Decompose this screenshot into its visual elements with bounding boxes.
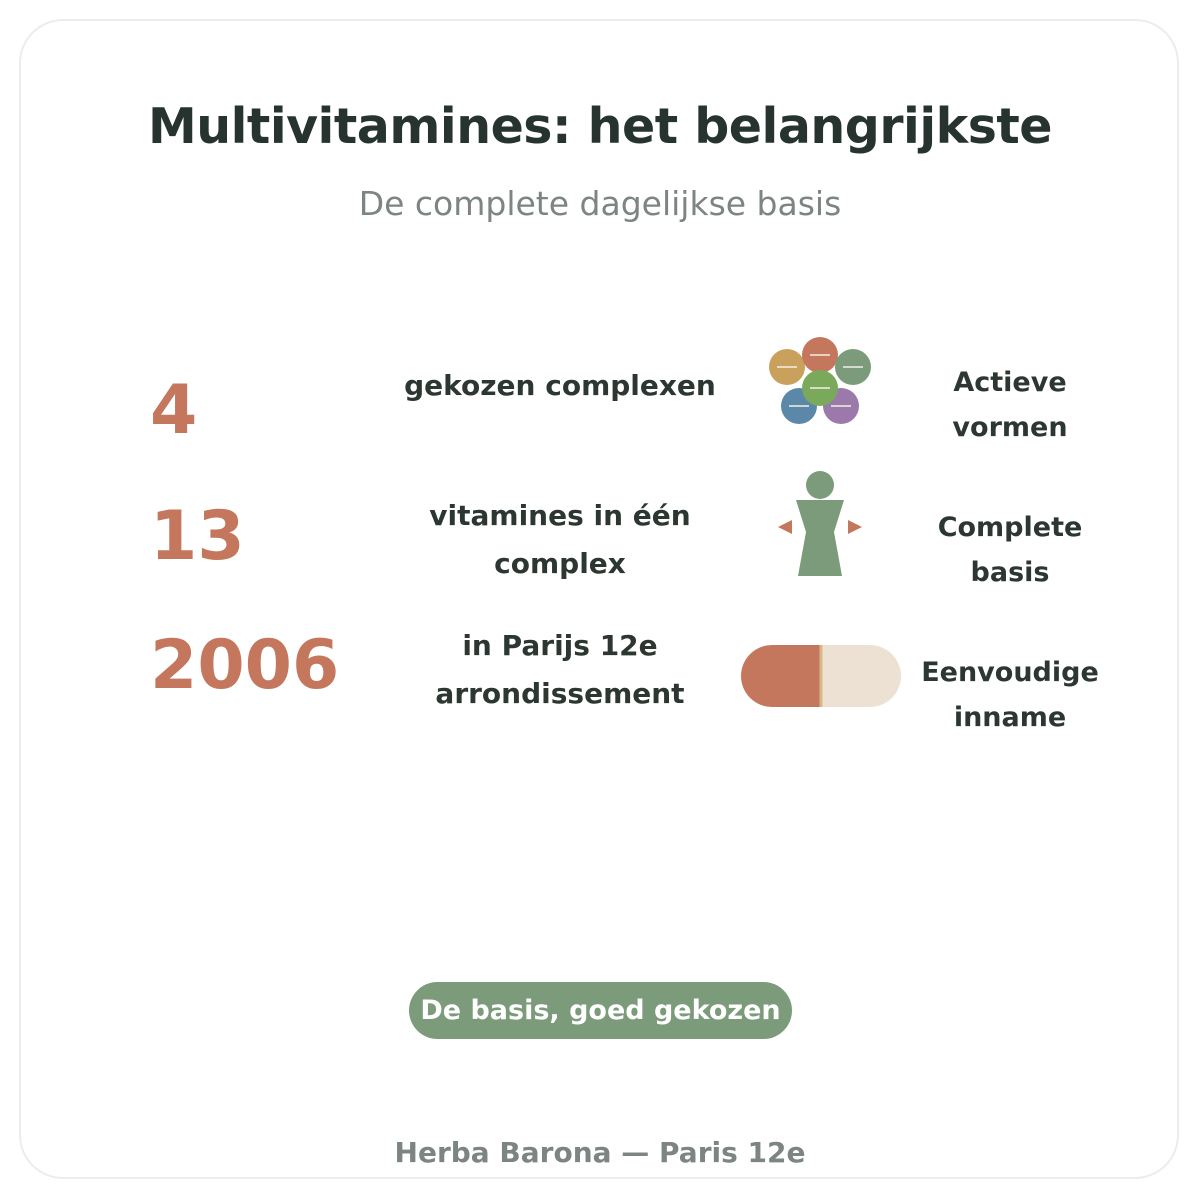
- stat-label: Actieve vormen: [952, 367, 1068, 443]
- stat-number: 4: [150, 371, 198, 450]
- page-title: Multivitamines: het belangrijkste: [147, 98, 1053, 155]
- stat-label: Complete basis: [937, 512, 1083, 588]
- stat-number: 13: [150, 497, 245, 576]
- cta-button[interactable]: De basis, goed gekozen: [409, 982, 792, 1039]
- person-icon: [774, 470, 866, 580]
- stat-label: Eenvoudige inname: [921, 657, 1099, 733]
- stat-description: vitamines in één complex: [429, 499, 691, 580]
- stat-description: in Parijs 12e arrondissement: [435, 629, 685, 710]
- stat-number: 2006: [150, 626, 340, 705]
- page-subtitle: De complete dagelijkse basis: [358, 184, 842, 223]
- capsule-icon: [740, 643, 902, 709]
- capsule-cluster-icon: [764, 334, 876, 428]
- footer: Herba Barona — Paris 12e: [394, 1136, 806, 1169]
- stat-description: gekozen complexen: [404, 369, 716, 402]
